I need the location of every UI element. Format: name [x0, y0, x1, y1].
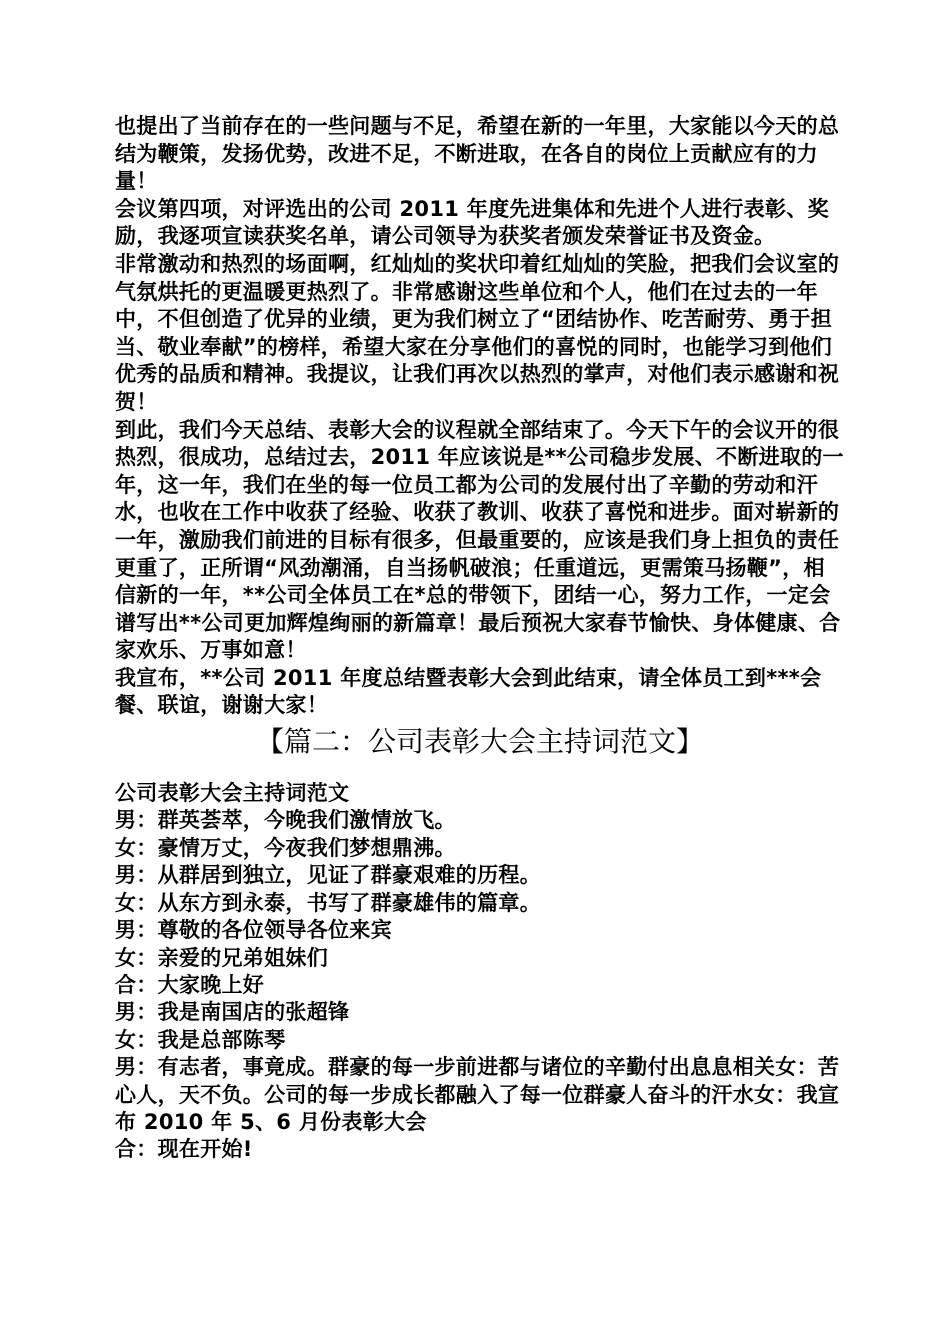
dialog-line: 合：现在开始!: [115, 1137, 253, 1162]
dialog-line: 男：从群居到独立，见证了群豪艰难的历程。: [115, 863, 541, 888]
spacer: [115, 764, 845, 780]
dialog-line: 合：大家晚上好: [115, 972, 265, 997]
dialog-line: 男：我是南国店的张超锋: [115, 1000, 350, 1025]
dialog-line: 男：群英荟萃，今晚我们激情放飞。: [115, 808, 456, 833]
document-page: [115, 113, 845, 1164]
paragraph: 到此，我们今天总结、表彰大会的议程就全部结束了。今天下午的会议开的很热烈，很成功，总结过去，2011 年应该说是**公司稳步发展、不断进取的一年，这一年，我们在坐的每一位员工都为公司的发展付出了辛勤的劳动和汗水，也收在工作中收获了经验、收获了教训、收获了喜悦和进步。面对崭新的一年，激励我们前进的目标有很多，但最重要的，应该是我们身上担负的责任更重了，正所谓“风劲潮涌，自当扬帆破浪；任重道远，更需策马扬鞭”，相信新的一年，**公司全体员工在*总的带领下，团结一心，努力工作，一定会谱写出**公司更加辉煌绚丽的新篇章！最后预祝大家春节愉快、身体健康、合家欢乐、万事如意！: [115, 417, 844, 663]
paragraph: 也提出了当前存在的一些问题与不足，希望在新的一年里，大家能以今天的总结为鞭策，发扬优势，改进不足，不断进取，在各自的岗位上贡献应有的力量！: [115, 114, 840, 194]
dialog-line: 女：从东方到永泰，书写了群豪雄伟的篇章。: [115, 890, 541, 915]
section-heading: 【篇二：公司表彰大会主持词范文】: [255, 725, 704, 759]
dialog-line: 男：有志者，事竟成。群豪的每一步前进都与诸位的辛勤付出息息相关女：苦心人，天不负。公司的每一步成长都融入了每一位群豪人奋斗的汗水女：我宣布 2010 年 5、6 月份表彰大会: [115, 1055, 840, 1134]
dialog-block: [115, 780, 845, 1164]
dialog-line: 男：尊敬的各位领导各位来宾: [115, 918, 392, 943]
dialog-line: 女：亲爱的兄弟姐妹们: [115, 945, 328, 970]
dialog-line: 女：我是总部陈琴: [115, 1027, 286, 1052]
paragraph: 非常激动和热烈的场面啊，红灿灿的奖状印着红灿灿的笑脸，把我们会议室的气氛烘托的更温暖更热烈了。非常感谢这些单位和个人，他们在过去的一年中，不但创造了优异的业绩，更为我们树立了“团结协作、吃苦耐劳、勇于担当、敬业奉献”的榜样，希望大家在分享他们的喜悦的同时，也能学习到他们优秀的品质和精神。我提议，让我们再次以热烈的掌声，对他们表示感谢和祝贺！: [115, 251, 840, 414]
paragraph: 我宣布，**公司 2011 年度总结暨表彰大会到此结束，请全体员工到***会餐、联谊，谢谢大家！: [115, 665, 822, 718]
dialog-line: 女：豪情万丈，今夜我们梦想鼎沸。: [115, 835, 456, 860]
dialog-title: 公司表彰大会主持词范文: [115, 781, 350, 806]
paragraph: 会议第四项，对评选出的公司 2011 年度先进集体和先进个人进行表彰、奖励，我逐项宣读获奖名单，请公司领导为获奖者颁发荣誉证书及资金。: [115, 196, 829, 249]
